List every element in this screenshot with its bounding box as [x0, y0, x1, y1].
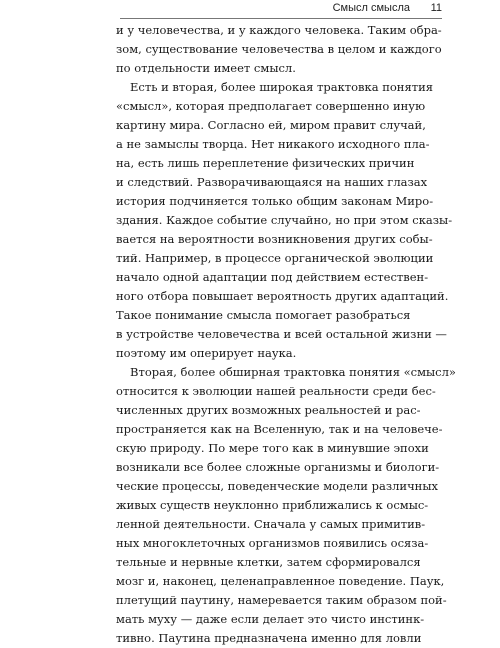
text-line: Такое понимание смысла помогает разобраться — [116, 308, 411, 322]
text-line: скую природу. По мере того как в минувшие эпохи — [116, 441, 429, 455]
text-line: зом, существование человечества в целом и каждого — [116, 42, 442, 56]
body-text — [116, 21, 456, 648]
text-line: Есть и вторая, более широкая трактовка понятия — [130, 80, 434, 94]
text-line: плетущий паутину, намеревается таким образом пой- — [116, 593, 447, 607]
text-line: ческие процессы, поведенческие модели различных — [116, 479, 438, 493]
text-line: поэтому им оперирует наука. — [116, 346, 297, 360]
text-line: живых существ неуклонно приближались к осмыс- — [116, 498, 429, 512]
text-line: пространяется как на Вселенную, так и на человече- — [116, 422, 443, 436]
text-line: на, есть лишь переплетение физических причин — [116, 156, 415, 170]
text-line: тий. Например, в процессе органической эволюции — [116, 251, 434, 265]
page-number: 11 — [430, 2, 442, 14]
text-line: ных многоклеточных организмов появились осяза- — [116, 536, 429, 550]
text-line: мать муху — даже если делает это чисто инстинк- — [116, 612, 425, 626]
text-line: ного отбора повышает вероятность других адаптаций. — [116, 289, 449, 303]
text-line: и следствий. Разворачивающаяся на наших глазах — [116, 175, 428, 189]
text-line: а не замыслы творца. Нет никакого исходного пла- — [116, 137, 430, 151]
header-rule — [120, 18, 442, 19]
text-line: и у человечества, и у каждого человека. Таким обра- — [116, 23, 442, 37]
text-line: численных других возможных реальностей и рас- — [116, 403, 421, 417]
running-header — [0, 0, 500, 20]
text-line: возникали все более сложные организмы и биологи- — [116, 460, 440, 474]
text-line: здания. Каждое событие случайно, но при этом сказы- — [116, 213, 453, 227]
text-line: тивно. Паутина предназначена именно для ловли — [116, 631, 422, 645]
text-line: картину мира. Согласно ей, миром правит случай, — [116, 118, 426, 132]
text-line: мозг и, наконец, целенаправленное поведение. Паук, — [116, 574, 445, 588]
text-line: относится к эволюции нашей реальности среди бес- — [116, 384, 436, 398]
text-line: «смысл», которая предполагает совершенно иную — [116, 99, 426, 113]
text-line: Вторая, более обширная трактовка понятия «смысл» — [130, 365, 456, 379]
text-line: начало одной адаптации под действием естествен- — [116, 270, 429, 284]
text-line: вается на вероятности возникновения других собы- — [116, 232, 433, 246]
text-line: история подчиняется только общим законам Миро- — [116, 194, 434, 208]
text-line: по отдельности имеет смысл. — [116, 61, 296, 75]
text-line: в устройстве человечества и всей остальной жизни — — [116, 327, 447, 341]
running-title: Смысл смысла — [332, 2, 410, 14]
text-line: тельные и нервные клетки, затем сформировался — [116, 555, 421, 569]
text-line: ленной деятельности. Сначала у самых примитив- — [116, 517, 426, 531]
